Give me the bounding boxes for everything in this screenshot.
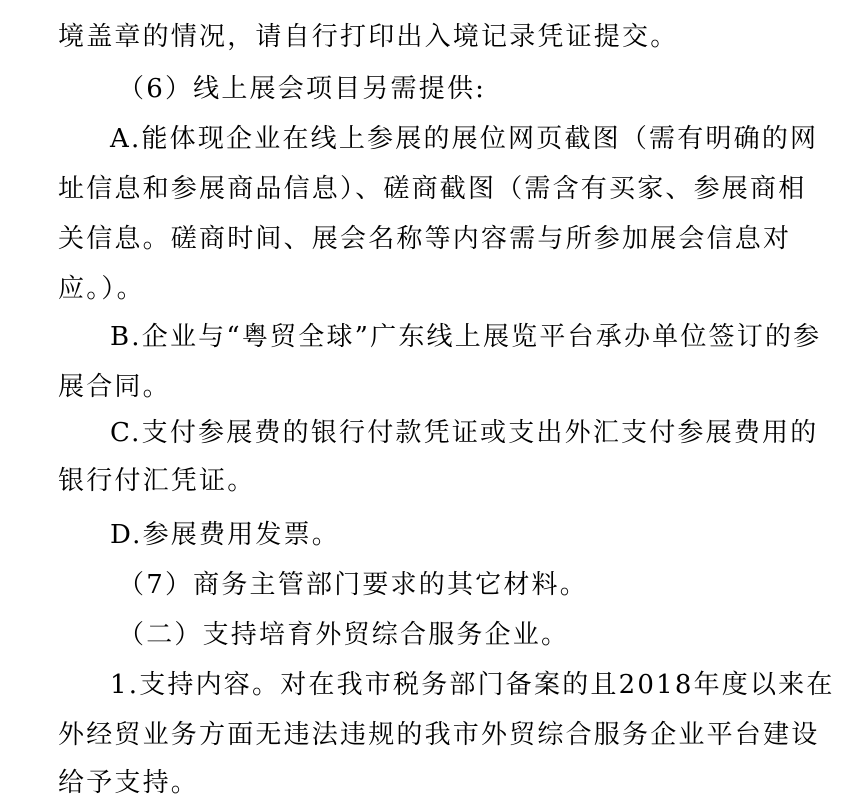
paragraph-line-14: 1.支持内容。对在我市税务部门备案的且2018年度以来在 bbox=[110, 670, 835, 700]
paragraph-line-16: 给予支持。 bbox=[58, 768, 200, 798]
paragraph-line-6: 应。）。 bbox=[58, 274, 145, 304]
paragraph-line-7: B.企业与“粤贸全球”广东线上展览平台承办单位签订的参 bbox=[110, 322, 822, 352]
paragraph-line-11: D.参展费用发票。 bbox=[110, 520, 340, 550]
paragraph-line-3: A.能体现企业在线上参展的展位网页截图（需有明确的网 bbox=[110, 124, 819, 154]
paragraph-line-15: 外经贸业务方面无违法违规的我市外贸综合服务企业平台建设 bbox=[58, 720, 820, 750]
paragraph-line-13: （二）支持培育外贸综合服务企业。 bbox=[118, 620, 570, 650]
paragraph-line-1: 境盖章的情况，请自行打印出入境记录凭证提交。 bbox=[58, 22, 679, 52]
paragraph-line-12: （7）商务主管部门要求的其它材料。 bbox=[118, 570, 588, 600]
paragraph-line-4: 址信息和参展商品信息）、磋商截图（需含有买家、参展商相 bbox=[58, 174, 807, 204]
paragraph-line-2: （6）线上展会项目另需提供: bbox=[118, 74, 487, 104]
paragraph-line-10: 银行付汇凭证。 bbox=[58, 466, 256, 496]
paragraph-line-8: 展合同。 bbox=[58, 372, 171, 402]
paragraph-line-5: 关信息。磋商时间、展会名称等内容需与所参加展会信息对 bbox=[58, 224, 792, 254]
paragraph-line-9: C.支付参展费的银行付款凭证或支出外汇支付参展费用的 bbox=[110, 418, 819, 448]
